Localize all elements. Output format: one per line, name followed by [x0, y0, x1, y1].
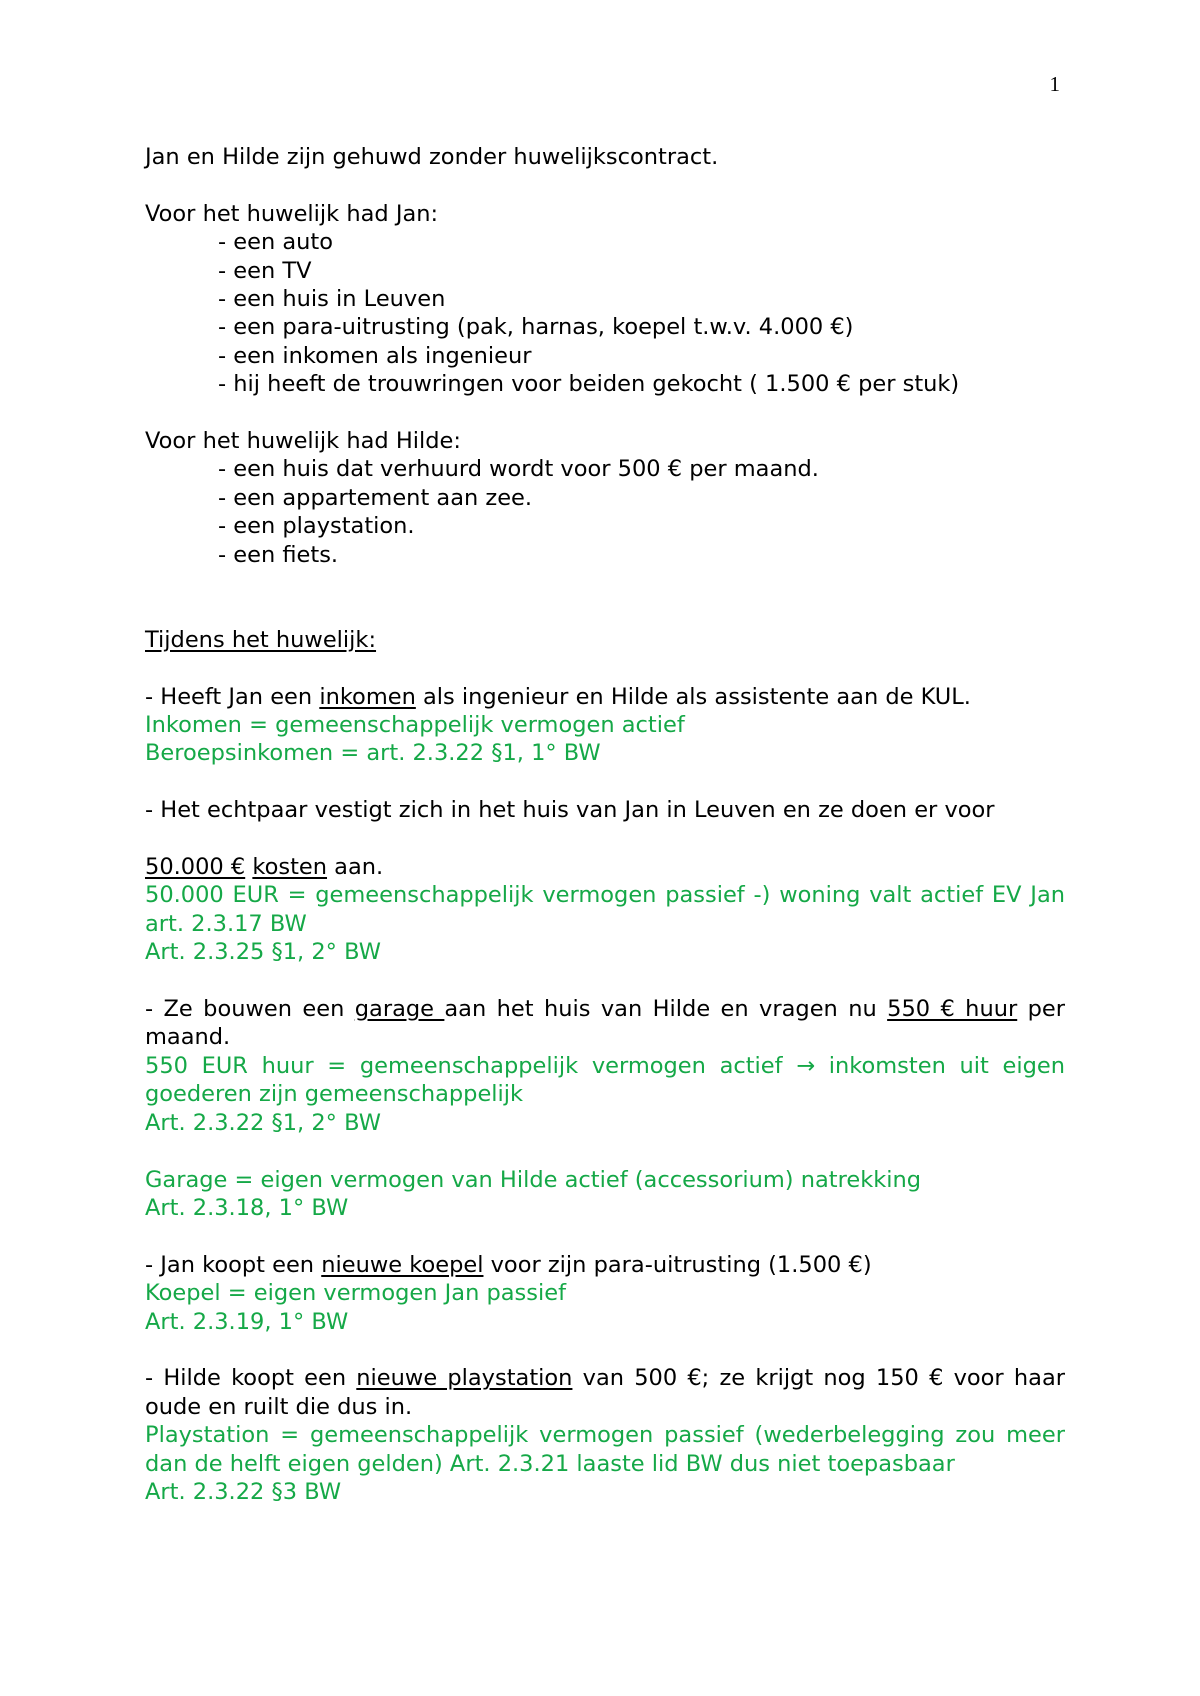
list-item: - een huis dat verhuurd wordt voor 500 € per maand.: [218, 456, 819, 483]
intro-paragraph: Jan en Hilde zijn gehuwd zonder huwelijkscontract.: [145, 144, 719, 170]
list-item: - een huis in Leuven: [218, 286, 446, 313]
answer-koepel-article: Art. 2.3.19, 1° BW: [145, 1308, 349, 1335]
arrow-right-icon: →: [796, 1052, 816, 1079]
answer-playstation: Playstation = gemeenschappelijk vermogen passief (wederbelegging zou meer dan de helft eigen gelden) Art. 2.3.21 laaste lid BW dus niet toepasbaar: [145, 1422, 1065, 1477]
list-item: - een playstation.: [218, 513, 415, 540]
list-item: - hij heeft de trouwringen voor beiden gekocht ( 1.500 € per stuk): [218, 371, 960, 398]
answer-rent-article: Art. 2.3.22 §1, 2° BW: [145, 1109, 381, 1136]
hilde-before-heading: Voor het huwelijk had Hilde:: [145, 428, 461, 455]
case-house-costs-cont: 50.000 € kosten aan.: [145, 854, 384, 881]
answer-koepel: Koepel = eigen vermogen Jan passief: [145, 1280, 567, 1307]
answer-house-costs-article: Art. 2.3.25 §1, 2° BW: [145, 939, 381, 966]
answer-playstation-article: Art. 2.3.22 §3 BW: [145, 1478, 342, 1505]
case-income: - Heeft Jan een inkomen als ingenieur en Hilde als assistente aan de KUL.: [145, 683, 971, 710]
case-house-costs: - Het echtpaar vestigt zich in het huis van Jan in Leuven en ze doen er voor: [145, 797, 995, 824]
case-koepel: - Jan koopt een nieuwe koepel voor zijn para-uitrusting (1.500 €): [145, 1251, 872, 1278]
case-playstation: - Hilde koopt een nieuwe playstation van 500 €; ze krijgt nog 150 € voor haar oude en ruilt die dus in.: [145, 1365, 1065, 1420]
answer-house-costs: 50.000 EUR = gemeenschappelijk vermogen passief -) woning valt actief EV Jan art. 2.3.17 BW: [145, 882, 1065, 937]
answer-rent: 550 EUR huur = gemeenschappelijk vermogen actief → inkomsten uit eigen goederen zijn gemeenschappelijk: [145, 1052, 1065, 1108]
answer-income: Inkomen = gemeenschappelijk vermogen actief: [145, 712, 685, 739]
jan-before-list: [145, 228, 1065, 398]
list-item: - een auto: [218, 229, 334, 256]
during-heading: Tijdens het huwelijk:: [145, 626, 377, 653]
list-item: - een TV: [218, 257, 312, 284]
answer-garage-article: Art. 2.3.18, 1° BW: [145, 1194, 349, 1221]
answer-garage: Garage = eigen vermogen van Hilde actief (accessorium) natrekking: [145, 1166, 922, 1193]
jan-before-heading: Voor het huwelijk had Jan:: [145, 200, 439, 227]
document-body: [145, 143, 1065, 1506]
page-number: 1: [1049, 72, 1060, 96]
case-garage: - Ze bouwen een garage aan het huis van Hilde en vragen nu 550 € huur per maand.: [145, 996, 1065, 1051]
list-item: - een appartement aan zee.: [218, 484, 533, 511]
list-item: - een inkomen als ingenieur: [218, 342, 532, 369]
list-item: - een para-uitrusting (pak, harnas, koepel t.w.v. 4.000 €): [218, 314, 854, 341]
hilde-before-list: [145, 455, 1065, 569]
list-item: - een fiets.: [218, 541, 339, 568]
answer-income-article: Beroepsinkomen = art. 2.3.22 §1, 1° BW: [145, 740, 601, 767]
